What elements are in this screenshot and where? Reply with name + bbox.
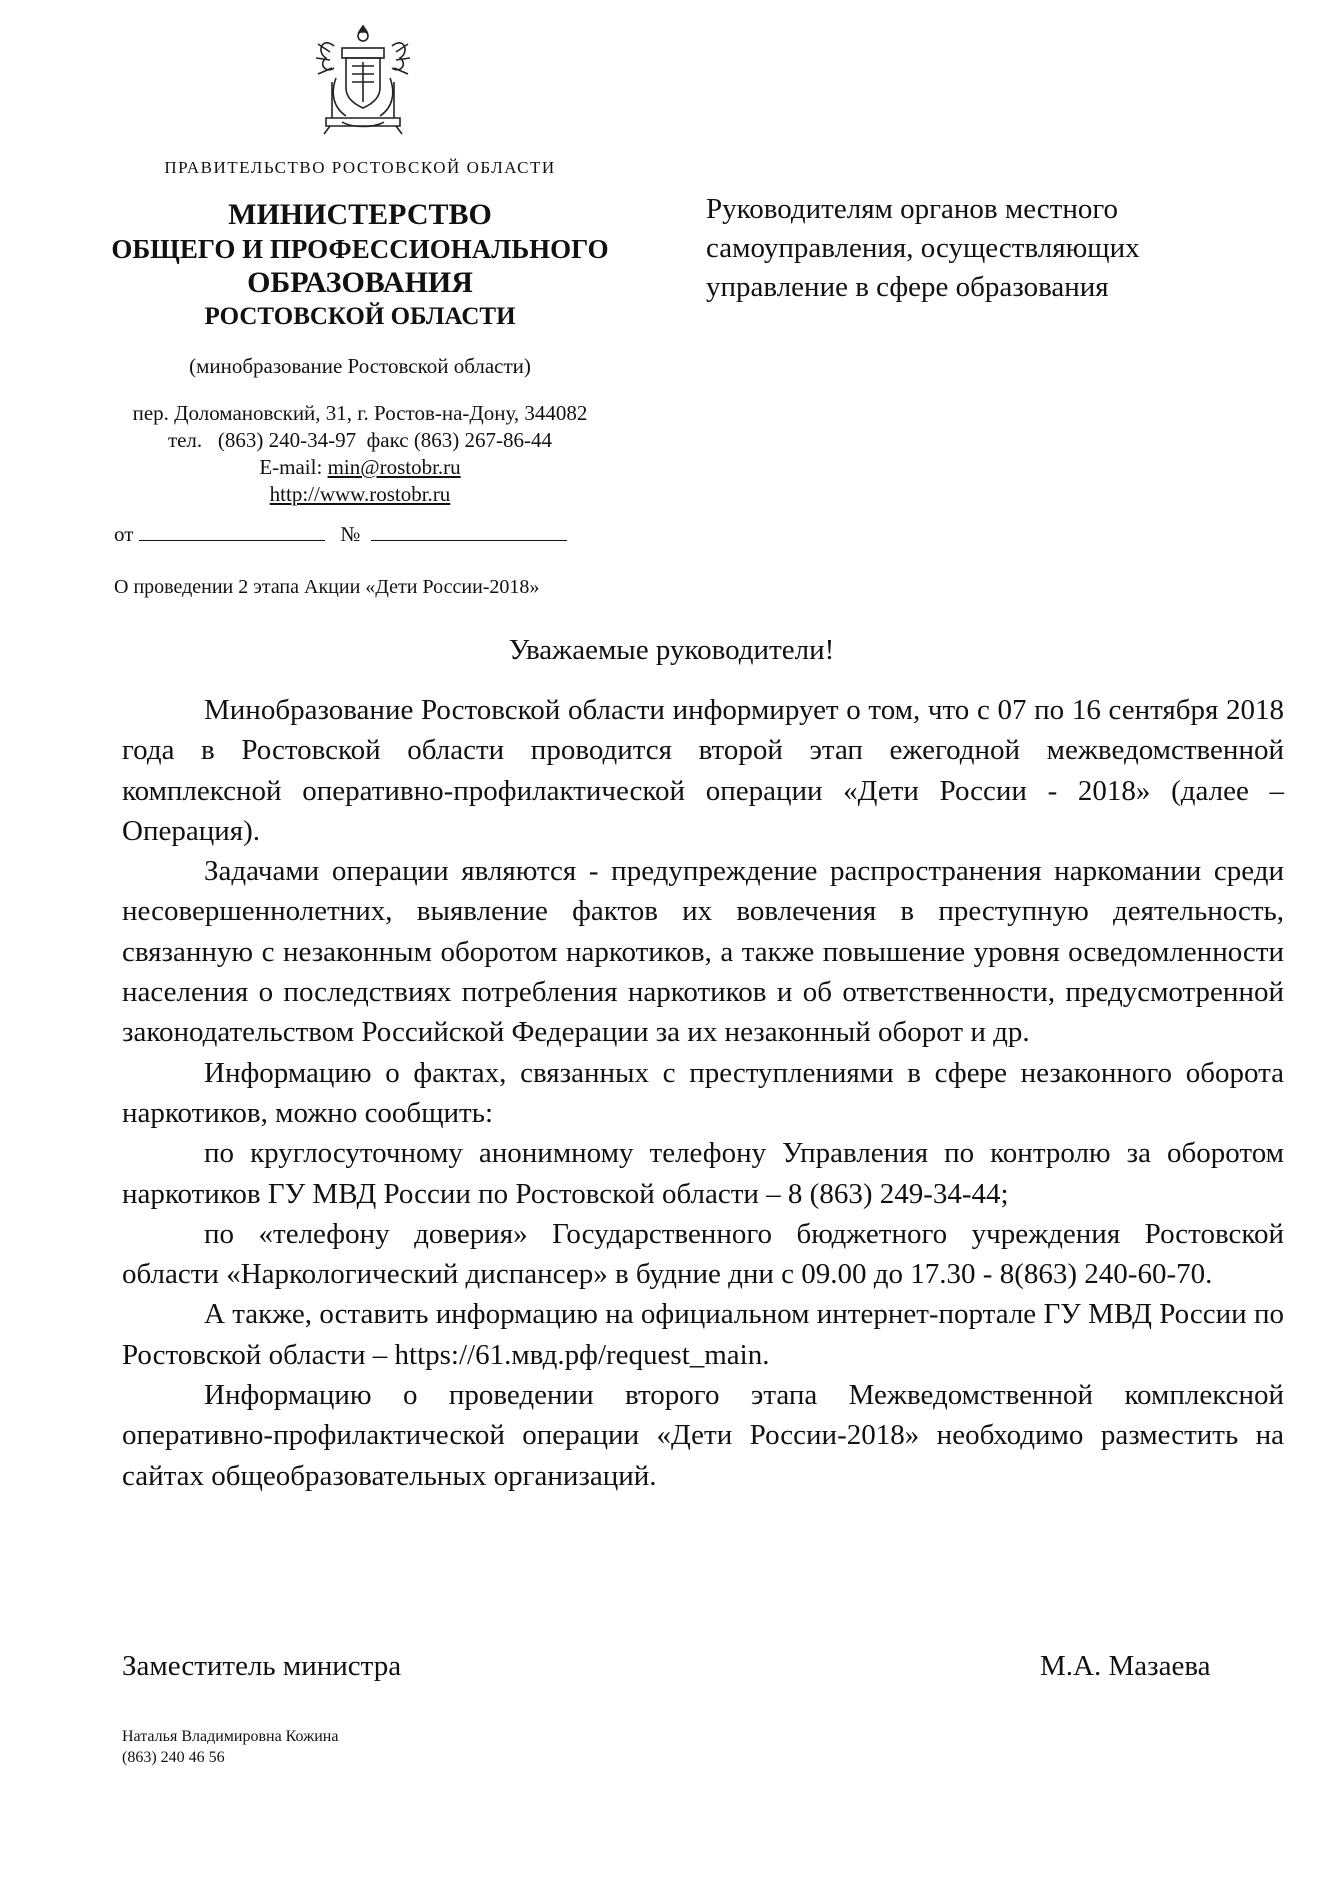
coat-of-arms-icon <box>312 22 414 136</box>
addressee <box>706 190 1286 307</box>
email-label: E-mail: <box>259 455 328 479</box>
executor-phone: (863) 240 46 56 <box>122 1749 225 1766</box>
ministry-line: РОСТОВСКОЙ ОБЛАСТИ <box>204 303 516 330</box>
email-link[interactable]: min@rostobr.ru <box>327 455 461 479</box>
ministry-line: ОБРАЗОВАНИЯ <box>247 266 473 299</box>
ministry-short-name: (минобразование Ростовской области) <box>189 354 531 378</box>
executor-info <box>122 1726 338 1768</box>
ministry-line: ОБЩЕГО И ПРОФЕССИОНАЛЬНОГО <box>111 234 609 264</box>
addressee-line: управление в сфере образования <box>706 271 1109 303</box>
ministry-line: МИНИСТЕРСТВО <box>228 198 492 231</box>
paragraph: по круглосуточному анонимному телефону Управления по контролю за оборотом наркотиков ГУ МВД России по Ростовской области – 8 (863) 249-34-44; <box>122 1137 1284 1210</box>
paragraph: Минобразование Ростовской области информирует о том, что с 07 по 16 сентября 2018 года в Ростовской области проводится второй этап ежегодной межведомственной комплексной оперативно-профилактической операции «Дети России - 2018» (далее – Операция). <box>122 694 1284 847</box>
government-title: ПРАВИТЕЛЬСТВО РОСТОВСКОЙ ОБЛАСТИ <box>164 158 556 177</box>
paragraph: А также, оставить информацию на официальном интернет-портале ГУ МВД России по Ростовской области – https://61.мвд.рф/request_main. <box>122 1298 1284 1371</box>
number-field <box>371 522 567 541</box>
letter-body <box>122 690 1284 1496</box>
greeting: Уважаемые руководители! <box>508 634 835 666</box>
paragraph: Задачами операции являются - предупреждение распространения наркомании среди несовершеннолетних, выявление фактов их вовлечения в преступную деятельность, связанную с незаконным оборотом наркотиков, а также повышение уровня осведомленности населения о последствиях потребления наркотиков и об ответственности, предусмотренной законодательством Российской Федерации за их незаконный оборот и др. <box>122 855 1284 1049</box>
phone-fax: тел. (863) 240-34-97 факс (863) 267-86-44 <box>167 428 553 452</box>
email-line <box>100 454 620 481</box>
addressee-line: Руководителям органов местного <box>706 193 1119 225</box>
date-label: от <box>114 522 134 546</box>
addressee-line: самоуправления, осуществляющих <box>706 232 1140 264</box>
signer-name: М.А. Мазаева <box>1040 1650 1211 1682</box>
ministry-name <box>90 198 630 334</box>
paragraph: Информацию о проведении второго этапа Межведомственной комплексной оперативно-профилактической операции «Дети России-2018» необходимо разместить на сайтах общеобразовательных организаций. <box>122 1379 1284 1492</box>
date-field <box>139 522 325 541</box>
contact-block <box>100 400 620 508</box>
executor-name: Наталья Владимировна Кожина <box>122 1728 339 1745</box>
number-label: № <box>340 522 361 546</box>
paragraph: по «телефону доверия» Государственного бюджетного учреждения Ростовской области «Наркологический диспансер» в будние дни с 09.00 до 17.30 - 8(863) 240-60-70. <box>122 1217 1284 1291</box>
registration-line <box>114 522 567 547</box>
address: пер. Доломановский, 31, г. Ростов-на-Дону, 344082 <box>132 401 588 425</box>
paragraph: Информацию о фактах, связанных с преступлениями в сфере незаконного оборота наркотиков, можно сообщить: <box>122 1056 1284 1129</box>
signer-position: Заместитель министра <box>122 1650 402 1682</box>
letter-subject: О проведении 2 этапа Акции «Дети России-2018» <box>114 576 540 598</box>
website-link[interactable]: http://www.rostobr.ru <box>269 482 451 506</box>
